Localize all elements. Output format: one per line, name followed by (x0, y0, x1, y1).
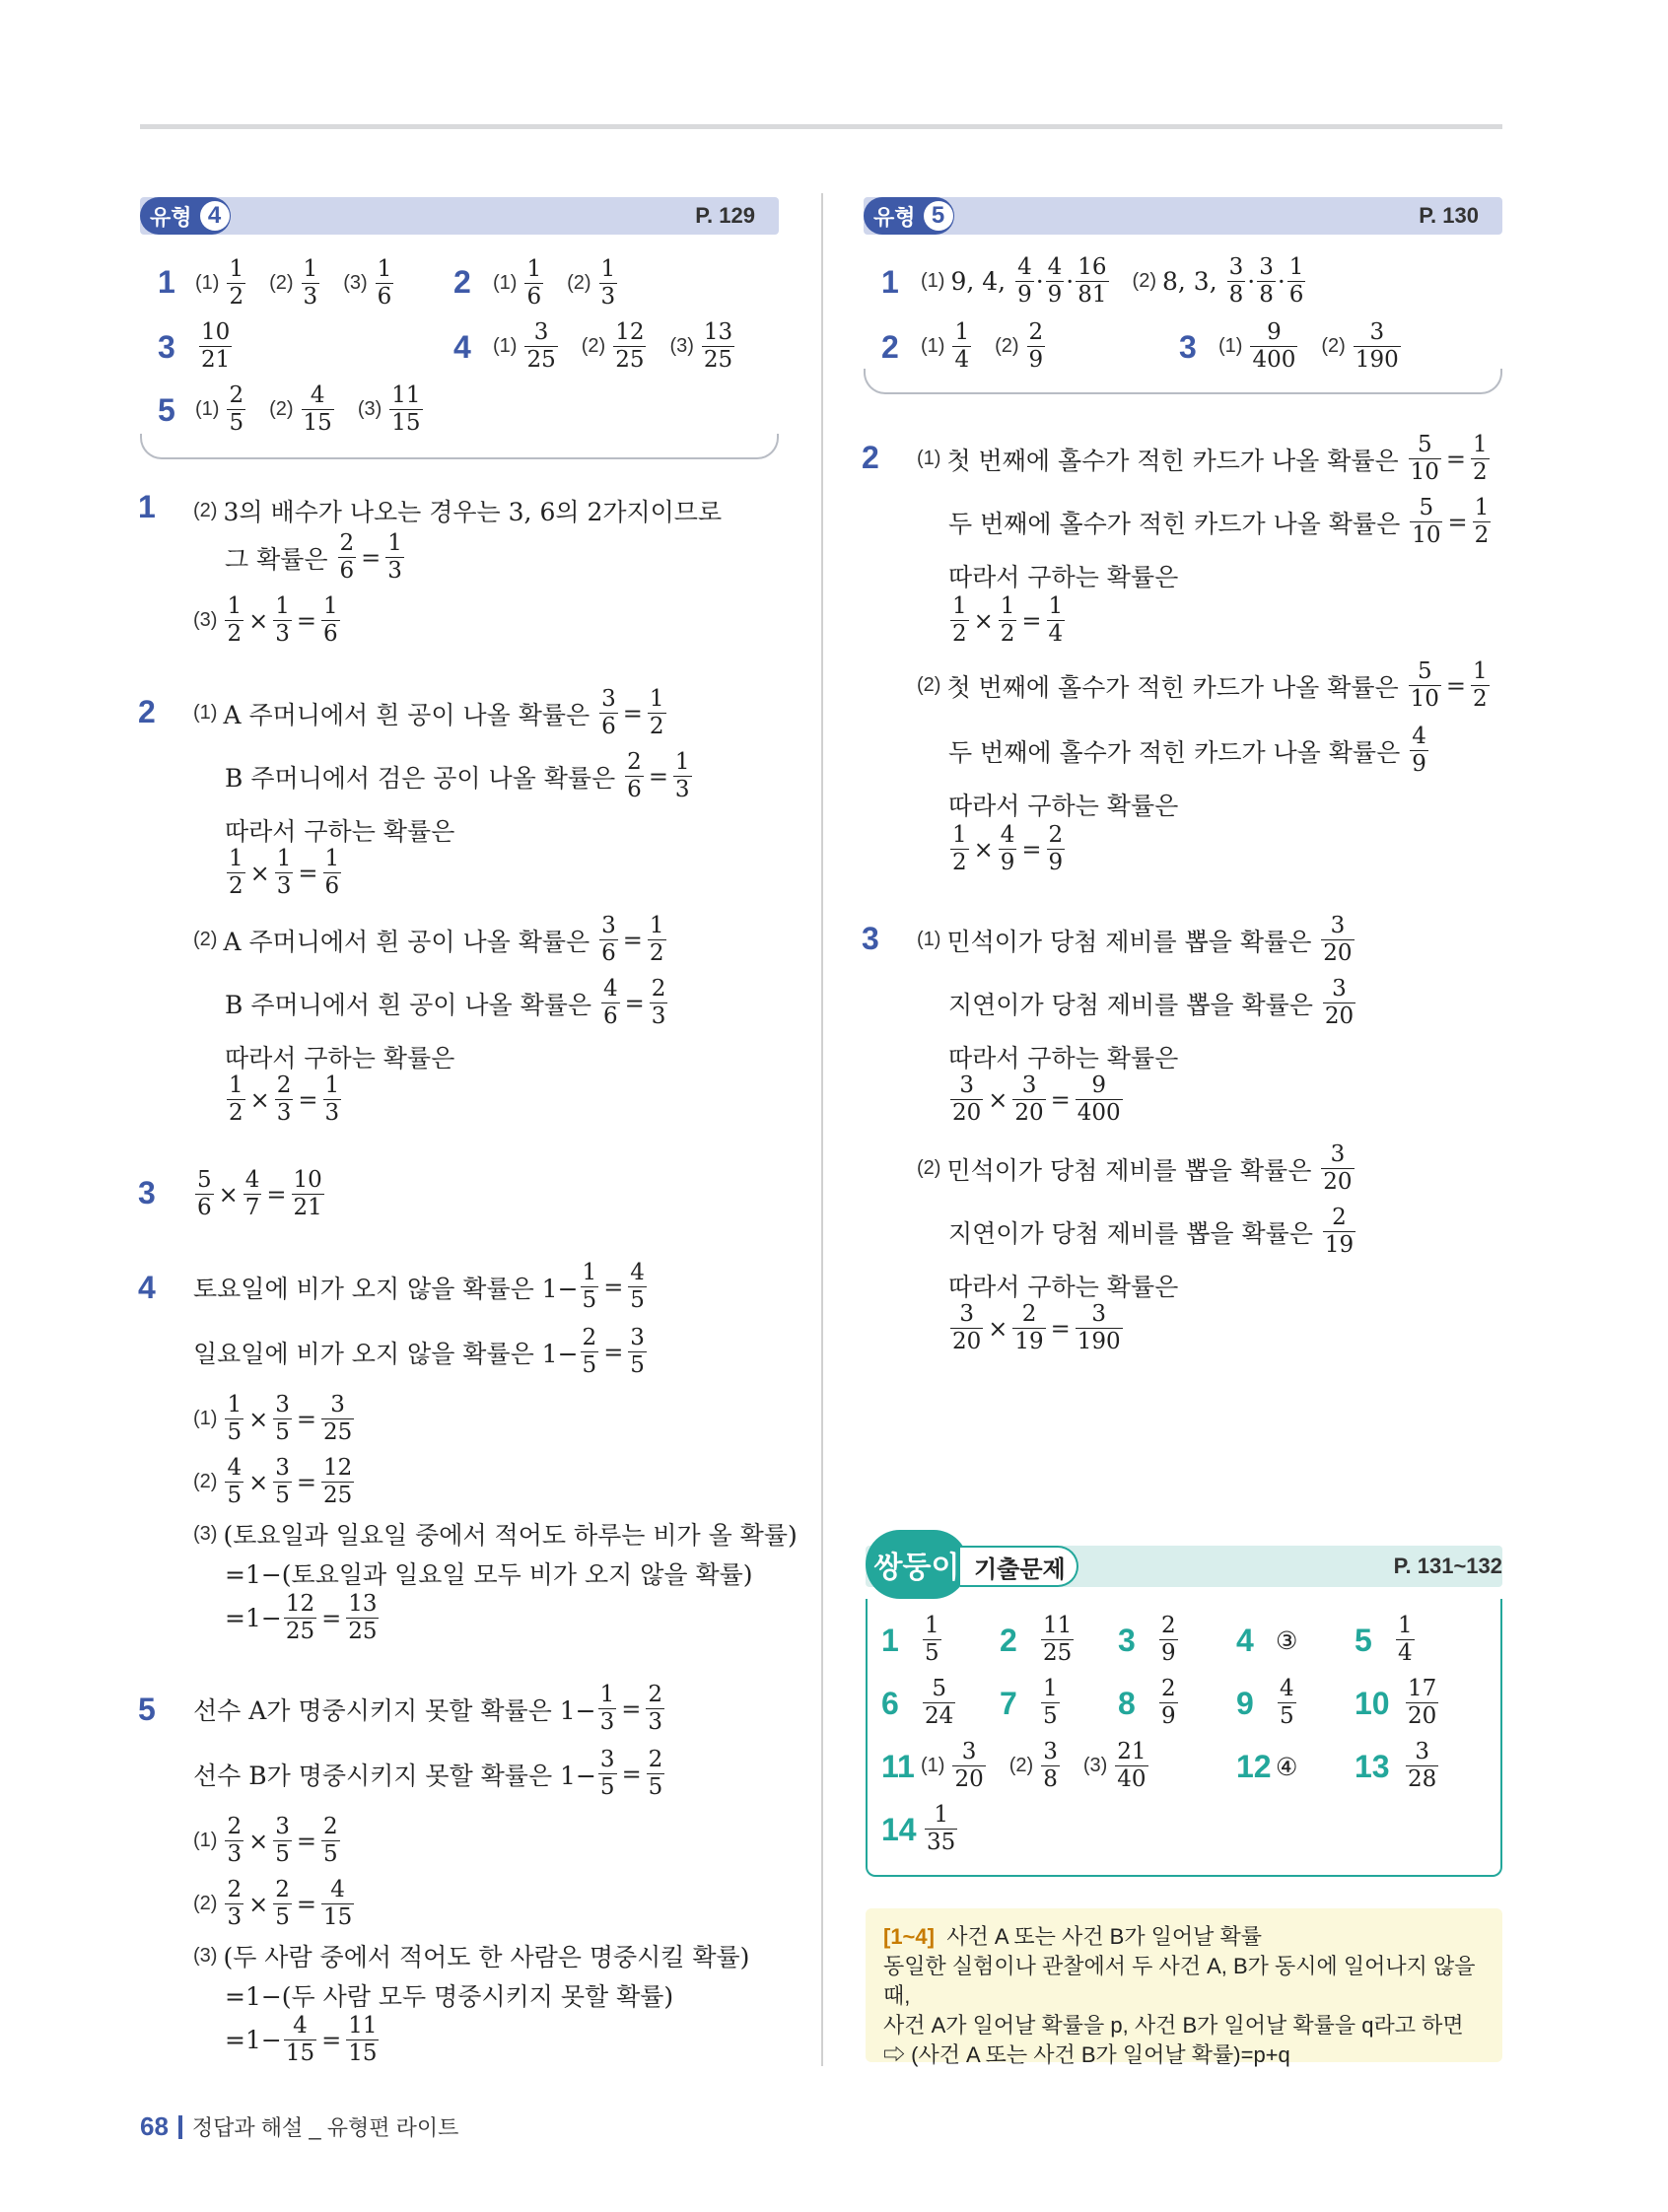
twin-title: 기출문제 (960, 1546, 1078, 1587)
twin-answer: $\frac{2}{9}$ (1161, 1613, 1176, 1666)
twin-number: 2 (1000, 1623, 1017, 1658)
solution-line: 선수 B가 명중시키지 못할 확률은 1− $\frac{3}{5}$ = $\frac{2}{5}$ (193, 1747, 663, 1800)
twin-answer: $\frac{1}{5}$ (925, 1613, 939, 1666)
answer-line: (1) $\frac{3}{25}$ (2) $\frac{12}{25}$ (3) $\frac{13}{25}$ (493, 319, 733, 373)
summary-bracket (864, 369, 1502, 394)
solution-line: $\frac{5}{6}$ × $\frac{4}{7}$ = $\frac{10}{21}$ (197, 1167, 322, 1220)
twin-number: 8 (1118, 1686, 1136, 1721)
twin-answer: ④ (1276, 1753, 1298, 1781)
solution-line: $\frac{3}{20}$ × $\frac{3}{20}$ = $\frac{9}{400}$ (952, 1072, 1121, 1126)
solution-line: 따라서 구하는 확률은 (948, 563, 1179, 591)
tip-line: ⇨ (사건 A 또는 사건 B가 일어날 확률)=p+q (883, 2042, 1290, 2067)
solution-line: 두 번째에 홀수가 적힌 카드가 나올 확률은 $\frac{4}{9}$ (948, 724, 1426, 777)
solution-line: =1−(두 사람 모두 명중시키지 못할 확률) (225, 1982, 674, 2011)
solution-line: 따라서 구하는 확률은 (948, 792, 1179, 820)
answer-number: 5 (158, 392, 175, 428)
solution-line: (1) A 주머니에서 흰 공이 나올 확률은 $\frac{3}{6}$ = $\frac{1}{2}$ (193, 686, 664, 739)
answer-number: 2 (453, 264, 471, 300)
twin-number: 5 (1355, 1623, 1372, 1658)
solution-number: 3 (138, 1175, 156, 1210)
twin-number: 10 (1355, 1686, 1390, 1721)
solution-number: 5 (138, 1692, 156, 1727)
twin-answer: $\frac{17}{20}$ (1408, 1676, 1437, 1729)
twin-answer: $\frac{4}{5}$ (1280, 1676, 1294, 1729)
page-reference: P. 130 (1419, 203, 1479, 228)
summary-bracket (140, 434, 779, 459)
solution-line: 두 번째에 홀수가 적힌 카드가 나올 확률은 $\frac{5}{10}$ = $\frac{1}{2}$ (948, 495, 1490, 548)
answer-number: 1 (881, 264, 899, 300)
answer-number: 2 (881, 329, 899, 365)
solution-line: B 주머니에서 흰 공이 나올 확률은 $\frac{4}{6}$ = $\frac{2}{3}$ (225, 976, 666, 1029)
twin-answer: $\frac{5}{24}$ (925, 1676, 954, 1729)
solution-line: =1− $\frac{12}{25}$ = $\frac{13}{25}$ (225, 1591, 378, 1644)
solution-line: (2) $\frac{4}{5}$ × $\frac{3}{5}$ = $\frac{12}{25}$ (193, 1455, 353, 1508)
solution-line: (2) 민석이가 당첨 제비를 뽑을 확률은 $\frac{3}{20}$ (917, 1141, 1353, 1195)
twin-number: 1 (881, 1623, 899, 1658)
twin-number: 13 (1355, 1749, 1390, 1784)
solution-line: 따라서 구하는 확률은 (225, 1044, 455, 1072)
answer-line: (1) $\frac{1}{6}$ (2) $\frac{1}{3}$ (493, 256, 616, 310)
twin-number: 14 (881, 1812, 917, 1847)
twin-answer: $\frac{3}{28}$ (1408, 1739, 1437, 1792)
solution-line: (2) 3의 배수가 나오는 경우는 3, 6의 2가지이므로 (193, 498, 723, 526)
twin-answer: (1) $\frac{3}{20}$ (2) $\frac{3}{8}$ (3) $\frac{21}{40}$ (921, 1739, 1147, 1792)
tip-box (866, 1908, 1502, 2067)
answer-number: 3 (1179, 329, 1197, 365)
solution-line: $\frac{1}{2}$ × $\frac{2}{3}$ = $\frac{1}{3}$ (229, 1072, 340, 1126)
solution-line: 지연이가 당첨 제비를 뽑을 확률은 $\frac{2}{19}$ (948, 1205, 1355, 1258)
answer-number: 3 (158, 329, 175, 365)
twin-number: 12 (1236, 1749, 1272, 1784)
twin-answer: ③ (1276, 1626, 1298, 1655)
tip-line: 동일한 실험이나 관찰에서 두 사건 A, B가 동시에 일어나지 않을 때, (883, 1954, 1476, 2008)
solution-line: (1) 민석이가 당첨 제비를 뽑을 확률은 $\frac{3}{20}$ (917, 913, 1353, 966)
solution-line: (3) (두 사람 중에서 적어도 한 사람은 명중시킬 확률) (193, 1943, 750, 1971)
solution-line: 선수 A가 명중시키지 못할 확률은 1− $\frac{1}{3}$ = $\frac{2}{3}$ (193, 1682, 662, 1735)
solution-number: 4 (138, 1270, 156, 1305)
answer-number: 1 (158, 264, 175, 300)
twin-answer: $\frac{11}{25}$ (1043, 1613, 1073, 1666)
answer-line: (1) $\frac{1}{4}$ (2) $\frac{2}{9}$ (921, 319, 1044, 373)
answer-line: $\frac{10}{21}$ (201, 319, 231, 373)
twin-number: 6 (881, 1686, 899, 1721)
solution-line: (2) $\frac{2}{3}$ × $\frac{2}{5}$ = $\frac{4}{15}$ (193, 1877, 353, 1930)
answer-line: (1) $\frac{1}{2}$ (2) $\frac{1}{3}$ (3) $\frac{1}{6}$ (195, 256, 392, 310)
twin-logo: 쌍둥이 (866, 1530, 968, 1599)
book-title: 정답과 해설 _ 유형편 라이트 (191, 2115, 459, 2140)
answer-number: 4 (453, 329, 471, 365)
twin-number: 7 (1000, 1686, 1017, 1721)
solution-line: 따라서 구하는 확률은 (948, 1273, 1179, 1301)
page-reference: P. 129 (695, 203, 755, 228)
solution-number: 2 (138, 694, 156, 729)
solution-line: $\frac{3}{20}$ × $\frac{2}{19}$ = $\frac{3}{190}$ (952, 1301, 1121, 1354)
type-number: 4 (200, 201, 230, 231)
twin-number: 11 (881, 1749, 915, 1784)
type-number: 5 (924, 201, 953, 231)
page-reference: P. 131~132 (1393, 1554, 1502, 1578)
tip-tag: [1~4] (883, 1924, 935, 1949)
solution-line: $\frac{1}{2}$ × $\frac{1}{3}$ = $\frac{1}{6}$ (229, 846, 340, 899)
solution-number: 1 (138, 489, 156, 524)
twin-number: 3 (1118, 1623, 1136, 1658)
section-header-4 (140, 197, 779, 235)
solution-line: (2) A 주머니에서 흰 공이 나올 확률은 $\frac{3}{6}$ = $\frac{1}{2}$ (193, 913, 664, 966)
answer-line: (1) 9, 4, $\frac{4}{9}$ · $\frac{4}{9}$ · $\frac{16}{81}$ (2) 8, 3, $\frac{3}{8}$ · $\frac{3}{8}$ · $\frac{1}{6}$ (921, 254, 1304, 308)
solution-line: B 주머니에서 검은 공이 나올 확률은 $\frac{2}{6}$ = $\frac{1}{3}$ (225, 749, 690, 802)
solution-line: =1− $\frac{4}{15}$ = $\frac{11}{15}$ (225, 2013, 378, 2066)
solution-number: 3 (862, 921, 879, 956)
solution-number: 2 (862, 440, 879, 475)
page-footer (140, 2111, 458, 2142)
solution-line: (2) 첫 번째에 홀수가 적힌 카드가 나올 확률은 $\frac{5}{10}$ = $\frac{1}{2}$ (917, 658, 1488, 712)
solution-line: 따라서 구하는 확률은 (948, 1044, 1179, 1072)
type-badge: 유형 5 (864, 197, 954, 235)
solution-line: $\frac{1}{2}$ × $\frac{1}{2}$ = $\frac{1}{4}$ (952, 593, 1064, 647)
twin-answer: $\frac{2}{9}$ (1161, 1676, 1176, 1729)
solution-line: =1−(토요일과 일요일 모두 비가 오지 않을 확률) (225, 1560, 753, 1589)
answer-line: (1) $\frac{9}{400}$ (2) $\frac{3}{190}$ (1218, 319, 1399, 373)
twin-answer: $\frac{1}{35}$ (927, 1802, 956, 1855)
solution-line: (3) (토요일과 일요일 중에서 적어도 하루는 비가 올 확률) (193, 1521, 798, 1550)
page-number: 68 (140, 2111, 169, 2141)
solution-line: $\frac{1}{2}$ × $\frac{4}{9}$ = $\frac{2}{9}$ (952, 822, 1064, 875)
column-divider (821, 193, 823, 2066)
tip-line: 사건 A가 일어날 확률을 p, 사건 B가 일어날 확률을 q라고 하면 (883, 2013, 1464, 2038)
twin-number: 4 (1236, 1623, 1254, 1658)
type-badge: 유형 4 (140, 197, 231, 235)
solution-line: (1) $\frac{1}{5}$ × $\frac{3}{5}$ = $\frac{3}{25}$ (193, 1392, 353, 1445)
twin-number: 9 (1236, 1686, 1254, 1721)
twin-answer: $\frac{1}{4}$ (1398, 1613, 1413, 1666)
solution-line: (1) $\frac{2}{3}$ × $\frac{3}{5}$ = $\frac{2}{5}$ (193, 1814, 338, 1867)
twin-answer: $\frac{1}{5}$ (1043, 1676, 1058, 1729)
solution-line: 그 확률은 $\frac{2}{6}$ = $\frac{1}{3}$ (225, 530, 402, 584)
section-header-5 (864, 197, 1502, 235)
solution-line: 토요일에 비가 오지 않을 확률은 1− $\frac{1}{5}$ = $\frac{4}{5}$ (193, 1260, 645, 1313)
top-rule (140, 124, 1502, 129)
footer-divider (178, 2115, 182, 2139)
tip-title: 사건 A 또는 사건 B가 일어날 확률 (946, 1924, 1263, 1949)
solution-line: (3) $\frac{1}{2}$ × $\frac{1}{3}$ = $\frac{1}{6}$ (193, 593, 338, 647)
solution-line: 지연이가 당첨 제비를 뽑을 확률은 $\frac{3}{20}$ (948, 976, 1355, 1029)
solution-line: 일요일에 비가 오지 않을 확률은 1− $\frac{2}{5}$ = $\frac{3}{5}$ (193, 1325, 645, 1378)
solution-line: (1) 첫 번째에 홀수가 적힌 카드가 나올 확률은 $\frac{5}{10}$ = $\frac{1}{2}$ (917, 432, 1488, 485)
solution-line: 따라서 구하는 확률은 (225, 817, 455, 846)
answer-line: (1) $\frac{2}{5}$ (2) $\frac{4}{15}$ (3) $\frac{11}{15}$ (195, 382, 421, 436)
